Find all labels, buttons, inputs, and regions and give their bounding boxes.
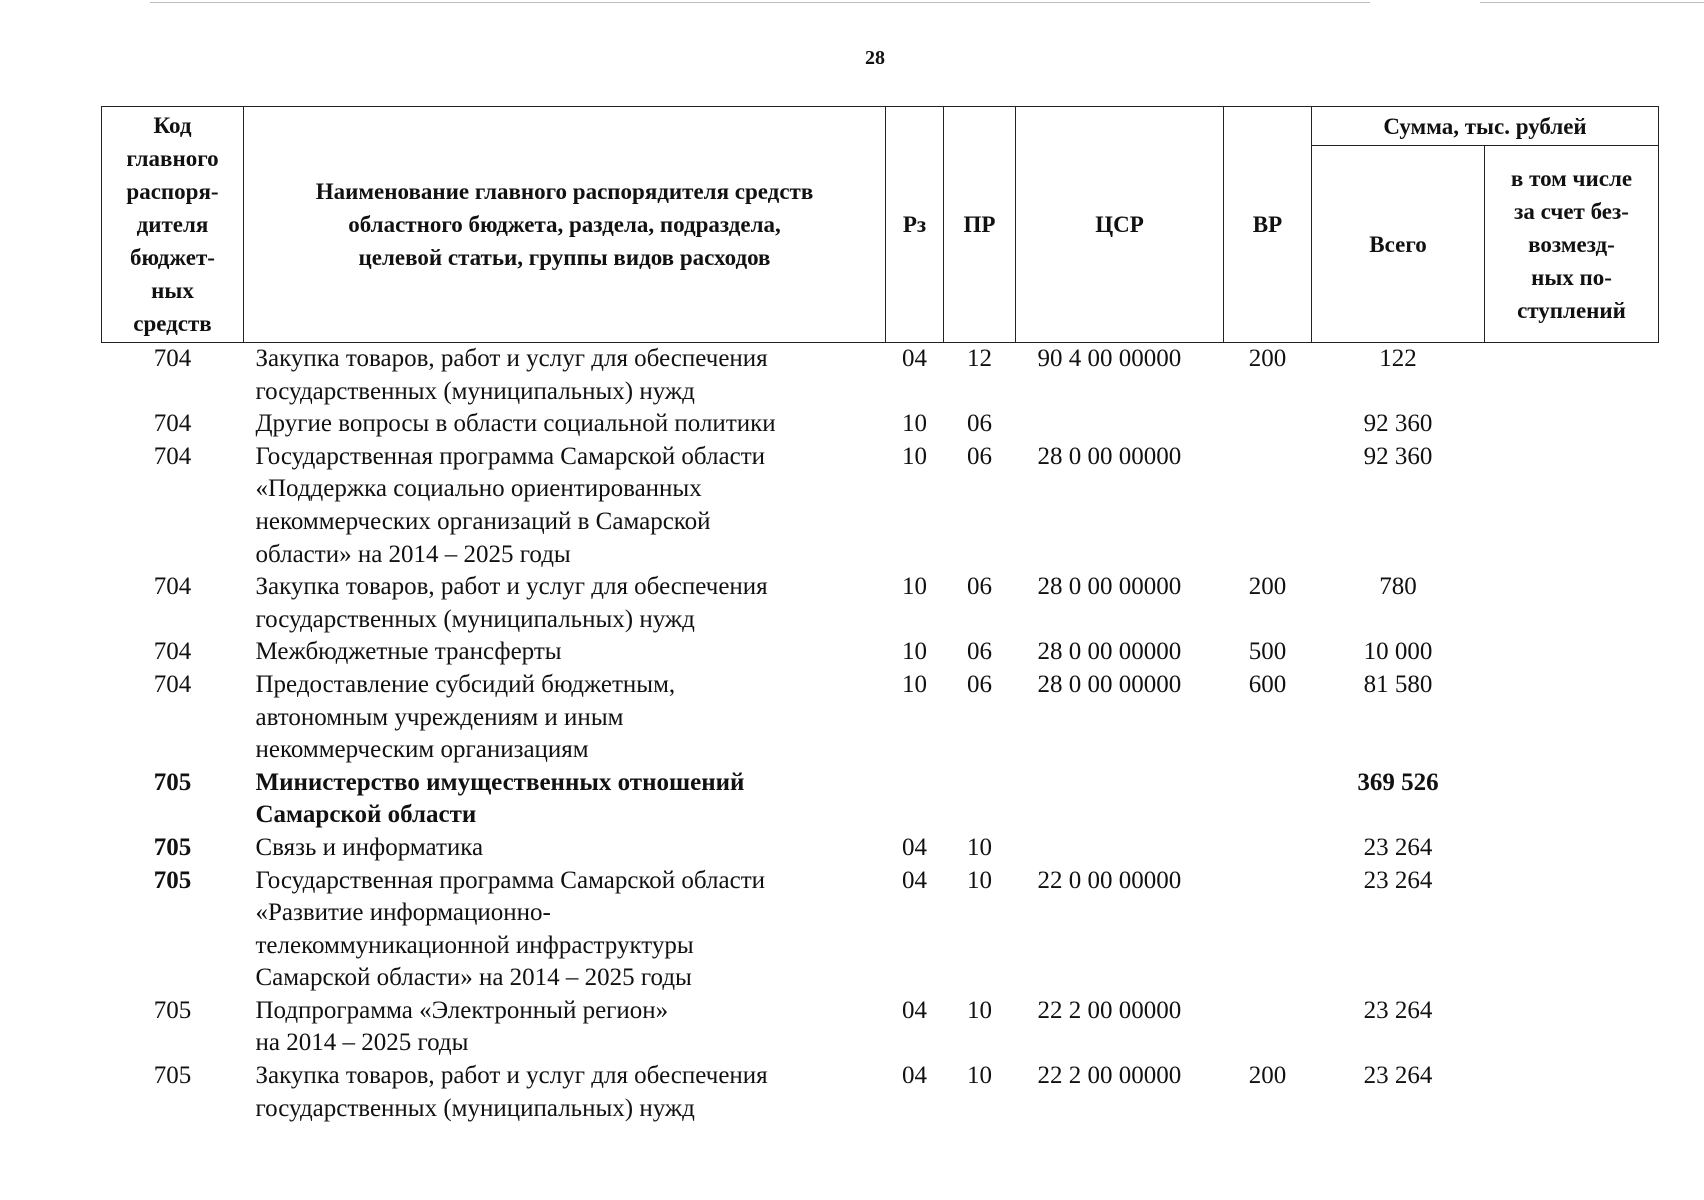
cell-name	[244, 343, 886, 409]
table-row	[102, 636, 1659, 669]
cell-pr: 10	[967, 833, 992, 861]
name-line: Межбюджетные трансферты	[255, 638, 562, 666]
cell-rz: 04	[902, 996, 927, 1024]
cell-code: 705	[153, 768, 192, 796]
cell-grant	[1485, 865, 1659, 995]
cell-grant	[1485, 636, 1659, 669]
name-line: Закупка товаров, работ и услуг для обеспечения	[255, 345, 768, 372]
table-body	[102, 343, 1659, 1126]
cell-code: 705	[153, 1062, 192, 1090]
name-line: на 2014 – 2025 годы	[255, 1029, 469, 1057]
name-line: Связь и информатика	[255, 833, 484, 861]
name-line: Другие вопросы в области социальной политики	[255, 410, 776, 438]
cell-rz: 04	[902, 1062, 927, 1090]
cell-grant	[1485, 571, 1659, 636]
page-number: 28	[865, 47, 885, 69]
budget-sheet	[101, 106, 1659, 1125]
cell-name	[244, 995, 886, 1060]
table-row	[102, 832, 1659, 865]
cell-grant	[1485, 995, 1659, 1060]
cell-csr: 28 0 00 00000	[1037, 442, 1182, 470]
cell-rz: 10	[902, 670, 927, 698]
cell-csr: 28 0 00 00000	[1037, 638, 1182, 666]
cell-total: 92 360	[1363, 442, 1433, 470]
cell-grant	[1485, 343, 1659, 409]
name-line: некоммерческим организациям	[255, 736, 589, 764]
budget-table	[101, 106, 1659, 1125]
name-line: Министерство имущественных отношений	[255, 768, 745, 796]
cell-csr: 90 4 00 00000	[1037, 345, 1182, 372]
cell-vr: 600	[1248, 670, 1287, 698]
table-row	[102, 408, 1659, 441]
name-line: некоммерческих организаций в Самарской	[255, 507, 711, 535]
header-line: ных	[151, 278, 194, 303]
header-name	[244, 107, 886, 343]
header-line: дителя	[136, 212, 209, 237]
name-line: Закупка товаров, работ и услуг для обеспечения	[255, 1062, 768, 1090]
cell-vr: 200	[1248, 1062, 1287, 1090]
header-line: в том числе	[1510, 165, 1633, 191]
header-sum: Сумма, тыс. рублей	[1312, 107, 1659, 146]
header-line: ступлений	[1517, 297, 1626, 323]
cell-code: 705	[153, 866, 192, 894]
cell-code: 704	[153, 638, 192, 666]
cell-pr: 06	[967, 410, 992, 438]
cell-vr: 500	[1248, 638, 1287, 666]
cell-rz: 10	[902, 410, 927, 438]
header-line: Наименование главного распорядителя средств	[315, 179, 814, 204]
name-line: «Развитие информационно-	[255, 899, 551, 927]
cell-grant	[1485, 832, 1659, 865]
cell-name	[244, 767, 886, 832]
cell-csr: 22 0 00 00000	[1037, 866, 1182, 894]
cell-grant	[1485, 441, 1659, 571]
cell-total: 23 264	[1363, 996, 1433, 1024]
header-total: Всего	[1312, 146, 1485, 343]
cell-csr: 22 2 00 00000	[1037, 996, 1182, 1024]
cell-code: 704	[153, 345, 192, 372]
cell-pr	[944, 767, 1016, 832]
cell-pr: 12	[967, 345, 992, 372]
cell-grant	[1485, 1060, 1659, 1125]
cell-code: 705	[153, 833, 192, 861]
table-row	[102, 865, 1659, 995]
cell-csr	[1016, 767, 1224, 832]
cell-vr	[1224, 995, 1312, 1060]
name-line: государственных (муниципальных) нужд	[255, 1094, 695, 1122]
cell-rz	[886, 767, 944, 832]
cell-pr: 10	[967, 1062, 992, 1090]
cell-total: 23 264	[1363, 1062, 1433, 1090]
name-line: телекоммуникационной инфраструктуры	[255, 931, 694, 959]
cell-vr	[1224, 441, 1312, 571]
cell-csr	[1016, 832, 1224, 865]
header-line: областного бюджета, раздела, подраздела,	[348, 212, 781, 237]
cell-name	[244, 441, 886, 571]
name-line: Предоставление субсидий бюджетным,	[255, 670, 676, 698]
cell-name	[244, 1060, 886, 1125]
header-line: Код	[153, 113, 192, 138]
cell-vr	[1224, 767, 1312, 832]
table-row	[102, 343, 1659, 409]
header-line: бюджет-	[130, 245, 215, 270]
cell-rz: 04	[902, 833, 927, 861]
cell-pr: 06	[967, 442, 992, 470]
name-line: государственных (муниципальных) нужд	[255, 377, 695, 405]
cell-vr	[1224, 408, 1312, 441]
cell-total: 23 264	[1363, 833, 1433, 861]
cell-pr: 06	[967, 573, 992, 601]
cell-code: 704	[153, 573, 192, 601]
name-line: автономным учреждениям и иным	[255, 703, 624, 731]
cell-total: 92 360	[1363, 410, 1433, 438]
cell-name	[244, 669, 886, 767]
cell-grant	[1485, 767, 1659, 832]
table-row	[102, 441, 1659, 571]
cell-name	[244, 832, 886, 865]
cell-code: 704	[153, 670, 192, 698]
cell-code: 704	[153, 442, 192, 470]
scan-artifact-line	[1480, 2, 1704, 3]
cell-total: 23 264	[1363, 866, 1433, 894]
header-pr: ПР	[944, 107, 1016, 343]
cell-csr: 22 2 00 00000	[1037, 1062, 1182, 1090]
cell-code: 704	[153, 410, 192, 438]
header-line: возмезд-	[1528, 231, 1615, 257]
cell-pr: 10	[967, 866, 992, 894]
header-code	[102, 107, 244, 343]
header-line: за счет без-	[1514, 198, 1629, 224]
header-rz: Рз	[886, 107, 944, 343]
cell-rz: 04	[902, 345, 927, 372]
cell-name	[244, 636, 886, 669]
table-row	[102, 767, 1659, 832]
name-line: Закупка товаров, работ и услуг для обеспечения	[255, 573, 768, 601]
cell-vr: 200	[1248, 345, 1287, 372]
cell-csr: 28 0 00 00000	[1037, 573, 1182, 601]
header-grant	[1485, 146, 1659, 343]
header-line: главного	[126, 146, 219, 171]
cell-total: 369 526	[1357, 768, 1439, 796]
cell-name	[244, 571, 886, 636]
header-csr: ЦСР	[1016, 107, 1224, 343]
cell-csr	[1016, 408, 1224, 441]
cell-pr: 06	[967, 670, 992, 698]
cell-name	[244, 408, 886, 441]
table-row	[102, 571, 1659, 636]
header-line: ных по-	[1531, 264, 1612, 290]
header-vr: ВР	[1224, 107, 1312, 343]
cell-pr: 06	[967, 638, 992, 666]
table-row	[102, 669, 1659, 767]
cell-vr	[1224, 832, 1312, 865]
cell-vr: 200	[1248, 573, 1287, 601]
header-line: распоря-	[126, 179, 219, 204]
cell-pr: 10	[967, 996, 992, 1024]
table-row	[102, 995, 1659, 1060]
scan-artifact-line	[150, 2, 1370, 3]
cell-rz: 10	[902, 573, 927, 601]
cell-grant	[1485, 408, 1659, 441]
cell-name	[244, 865, 886, 995]
cell-code: 705	[153, 996, 192, 1024]
cell-grant	[1485, 669, 1659, 767]
name-line: государственных (муниципальных) нужд	[255, 605, 695, 633]
header-line: средств	[133, 311, 212, 336]
name-line: Государственная программа Самарской области	[255, 442, 765, 470]
name-line: области» на 2014 – 2025 годы	[255, 540, 571, 568]
name-line: Самарской области	[255, 801, 477, 829]
name-line: Государственная программа Самарской области	[255, 866, 765, 894]
name-line: Самарской области» на 2014 – 2025 годы	[255, 964, 692, 992]
cell-total: 10 000	[1363, 638, 1433, 666]
header-line: целевой статьи, группы видов расходов	[358, 245, 771, 270]
name-line: «Поддержка социально ориентированных	[255, 475, 702, 503]
cell-rz: 10	[902, 442, 927, 470]
cell-csr: 28 0 00 00000	[1037, 670, 1182, 698]
cell-rz: 04	[902, 866, 927, 894]
cell-vr	[1224, 865, 1312, 995]
cell-rz: 10	[902, 638, 927, 666]
cell-total: 780	[1379, 573, 1417, 601]
table-row	[102, 1060, 1659, 1125]
cell-total: 122	[1379, 345, 1417, 372]
cell-total: 81 580	[1363, 670, 1433, 698]
name-line: Подпрограмма «Электронный регион»	[255, 996, 669, 1024]
